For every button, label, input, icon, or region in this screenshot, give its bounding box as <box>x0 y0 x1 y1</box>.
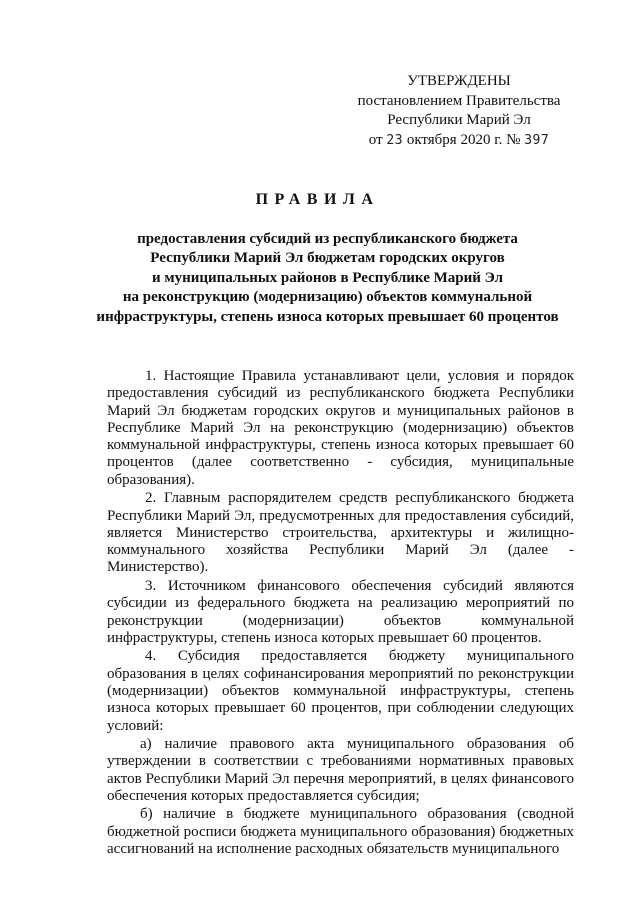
date-month-year: октября 2020 г. № <box>406 131 521 148</box>
approval-line-1: постановлением Правительства <box>357 92 561 109</box>
approval-date-line <box>339 131 579 151</box>
subparagraph-a: а) наличие правового акта муниципального образования об утверждении в соответствии с требованиями нормативных правовых актов Республики Марий Эл перечня мероприятий, в целях финансового обеспечения которых предоставляется субсидия; <box>107 735 574 804</box>
paragraph-2: 2. Главным распорядителем средств республиканского бюджета Республики Марий Эл, предусмотренных для предоставления субсидий, является Министерство строительства, архитектуры и жилищно-коммунального хозяйства Республики Марий Эл (далее - Министерство). <box>107 490 574 576</box>
document-subtitle <box>96 230 559 327</box>
document-number: 397 <box>524 132 550 148</box>
subparagraph-b: б) наличие в бюджете муниципального образования (сводной бюджетной росписи бюджета муниципального образования) бюджетных ассигнований на исполнение расходных обязательств муниципального <box>107 806 574 857</box>
document-title: ПРАВИЛА <box>255 191 380 208</box>
document-body <box>107 368 574 859</box>
approval-stamp <box>339 72 579 150</box>
paragraph-4: 4. Субсидия предоставляется бюджету муниципального образования в целях софинансирования мероприятий по реконструкции (модернизации) объектов коммунальной инфраструктуры, степень износа которых превышает 60 процентов, при соблюдении следующих условий: <box>107 648 574 734</box>
date-day: 23 <box>386 132 404 148</box>
subtitle-line: инфраструктуры, степень износа которых превышает 60 процентов <box>96 308 559 325</box>
paragraph-1: 1. Настоящие Правила устанавливают цели, условия и порядок предоставления субсидий из республиканского бюджета Республики Марий Эл бюджетам городских округов и муниципальных районов в Республике Марий Эл на реконструкцию (модернизацию) объектов коммунальной инфраструктуры, степень износа которых превышает 60 процентов (далее соответственно - субсидия, муниципальные образования). <box>107 368 574 488</box>
date-prefix: от <box>368 131 383 148</box>
subtitle-line: на реконструкцию (модернизацию) объектов коммунальной <box>122 289 533 306</box>
subtitle-line: и муниципальных районов в Республике Марий Эл <box>151 269 504 286</box>
approval-title: УТВЕРЖДЕНЫ <box>407 73 511 89</box>
subtitle-line: предоставления субсидий из республиканского бюджета <box>137 231 518 247</box>
approval-line-2: Республики Марий Эл <box>387 112 531 129</box>
paragraph-3: 3. Источником финансового обеспечения субсидий являются субсидии из федерального бюджета на реализацию мероприятий по реконструкции (модернизации) объектов коммунальной инфраструктуры, степень износа которых превышает 60 процентов. <box>107 577 574 646</box>
subtitle-line: Республики Марий Эл бюджетам городских округов <box>150 250 505 267</box>
